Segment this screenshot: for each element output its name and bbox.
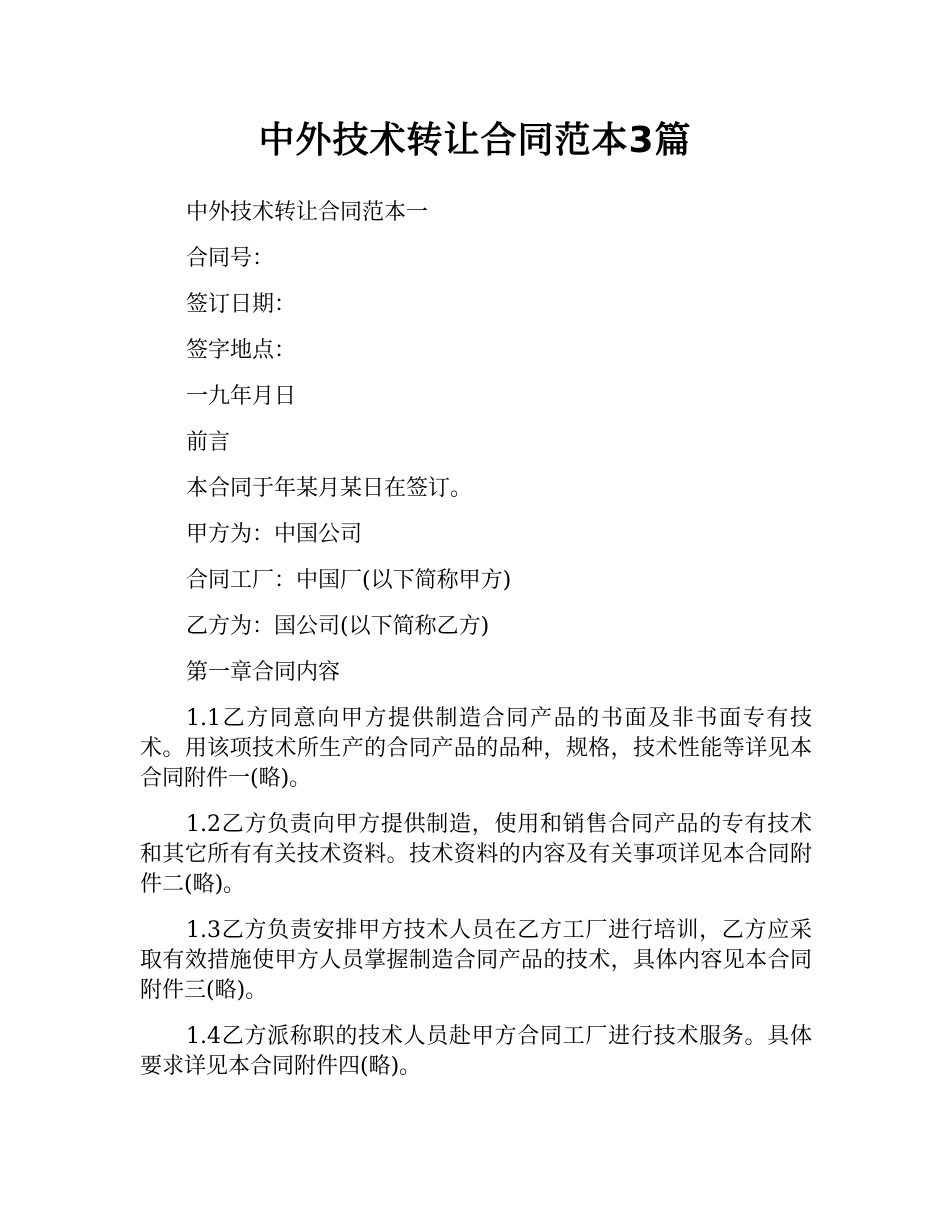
signing-place-label: 签字地点： (186, 338, 297, 363)
party-b-line: 乙方为：国公司(以下简称乙方) (186, 614, 490, 639)
section-heading: 中外技术转让合同范本一 (186, 200, 429, 225)
document-body (140, 198, 812, 1098)
chapter-heading: 第一章合同内容 (186, 660, 341, 685)
signing-statement: 本合同于年某月某日在签订。 (186, 476, 473, 501)
preface-heading: 前言 (186, 430, 231, 455)
clause-1-4: 1.4乙方派称职的技术人员赴甲方合同工厂进行技术服务。具体要求详见本合同附件四(略)。 (140, 1024, 812, 1079)
clause-1-2: 1.2乙方负责向甲方提供制造，使用和销售合同产品的专有技术和其它所有有关技术资料。技术资料的内容及有关事项详见本合同附件二(略)。 (140, 812, 812, 897)
document-title: 中外技术转让合同范本3篇 (258, 120, 692, 161)
party-a-line: 甲方为：中国公司 (186, 522, 363, 547)
clause-1-1: 1.1乙方同意向甲方提供制造合同产品的书面及非书面专有技术。用该项技术所生产的合同产品的品种，规格，技术性能等详见本合同附件一(略)。 (140, 706, 812, 791)
contract-number-label: 合同号： (186, 246, 275, 271)
signing-date-label: 签订日期： (186, 292, 297, 317)
contract-factory-line: 合同工厂：中国厂(以下简称甲方) (186, 568, 512, 593)
date-line: 一九年月日 (186, 384, 297, 409)
clause-1-3: 1.3乙方负责安排甲方技术人员在乙方工厂进行培训，乙方应采取有效措施使甲方人员掌握制造合同产品的技术，具体内容见本合同附件三(略)。 (140, 918, 812, 1003)
